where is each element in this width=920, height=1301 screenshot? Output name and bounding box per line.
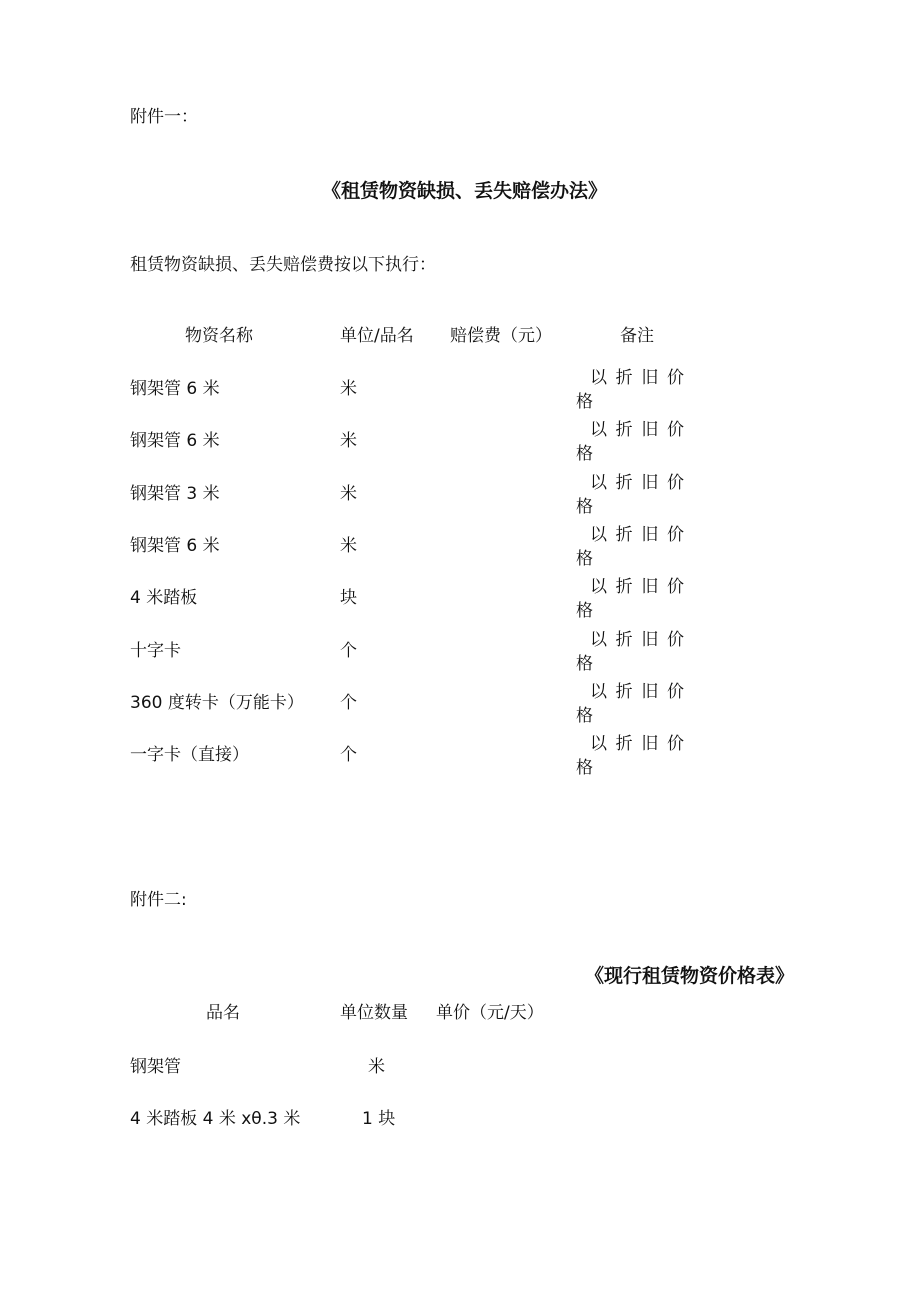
remark-char: 以 (590, 368, 607, 388)
table-row-remark (576, 575, 684, 623)
header2-unit: 单位数量 (340, 1003, 408, 1023)
remark-char: 格 (576, 601, 593, 622)
remark-char: 折 (615, 524, 633, 545)
attachment1-label: 附件一： (130, 107, 198, 127)
remark-char: 价 (666, 420, 684, 441)
remark-char: 折 (615, 681, 633, 702)
attachment2-label: 附件二: (130, 890, 187, 910)
table-row-name: 钢架管 3 米 (130, 483, 220, 504)
attachment1-title: 《租赁物资缺损、丢失赔偿办法》 (322, 180, 608, 202)
table-row-unit: 米 (340, 483, 357, 504)
remark-char: 折 (615, 629, 633, 650)
remark-char: 折 (615, 368, 633, 388)
remark-char: 旧 (641, 629, 659, 650)
remark-char: 旧 (641, 734, 659, 755)
remark-char: 折 (615, 420, 633, 441)
header2-price: 单价（元/天） (436, 1003, 544, 1023)
table-row-remark (576, 523, 684, 571)
table-row-unit: 个 (340, 745, 357, 766)
price-row-unit: 1 块 (362, 1109, 396, 1129)
remark-char: 价 (666, 472, 684, 493)
remark-char: 价 (666, 629, 684, 650)
table-row-unit: 米 (340, 379, 357, 399)
remark-char: 以 (590, 472, 607, 493)
price-row-name: 4 米踏板 4 米 xθ.3 米 (130, 1109, 301, 1129)
remark-char: 旧 (641, 368, 659, 388)
table-row-remark (576, 680, 684, 728)
remark-char: 格 (576, 496, 593, 517)
table-row-name: 360 度转卡（万能卡） (130, 692, 304, 713)
table-row-name: 4 米踏板 (130, 588, 198, 609)
remark-char: 旧 (641, 681, 659, 702)
remark-char: 折 (615, 577, 633, 598)
table-row-remark (576, 732, 684, 780)
remark-char: 格 (576, 653, 593, 674)
remark-char: 价 (666, 734, 684, 755)
table-row-name: 钢架管 6 米 (130, 431, 220, 452)
table-row-unit: 米 (340, 431, 357, 452)
remark-char: 折 (615, 734, 633, 755)
price-row-name: 钢架管 (130, 1057, 181, 1077)
table-row-unit: 个 (340, 640, 357, 661)
table-row-name: 钢架管 6 米 (130, 535, 220, 556)
remark-char: 以 (590, 681, 607, 702)
remark-char: 格 (576, 705, 593, 726)
remark-char: 格 (576, 444, 593, 465)
remark-char: 价 (666, 577, 684, 598)
table-row-remark (576, 418, 684, 466)
table-row-name: 十字卡 (130, 640, 181, 661)
remark-char: 以 (590, 629, 607, 650)
remark-char: 旧 (641, 420, 659, 441)
header-fee: 赔偿费（元） (450, 326, 552, 346)
remark-char: 旧 (641, 472, 659, 493)
header-name: 物资名称 (185, 326, 253, 346)
table-row-remark (576, 471, 684, 519)
attachment1-intro: 租赁物资缺损、丢失赔偿费按以下执行： (130, 255, 436, 275)
header-remark: 备注 (620, 326, 654, 346)
table-row-unit: 块 (340, 588, 357, 609)
remark-char: 格 (576, 548, 593, 569)
table-row-unit: 个 (340, 692, 357, 713)
table-row-remark (576, 628, 684, 676)
header-unit: 单位/品名 (340, 326, 414, 346)
remark-char: 价 (666, 681, 684, 702)
attachment2-title: 《现行租赁物资价格表》 (585, 965, 795, 987)
remark-char: 以 (590, 734, 607, 755)
remark-char: 旧 (641, 577, 659, 598)
remark-char: 价 (666, 368, 684, 388)
table-row-name: 一字卡（直接） (130, 745, 249, 766)
remark-char: 以 (590, 577, 607, 598)
remark-char: 以 (590, 524, 607, 545)
table-row-name: 钢架管 6 米 (130, 379, 220, 399)
table-row-unit: 米 (340, 535, 357, 556)
price-row-unit: 米 (368, 1057, 385, 1077)
remark-char: 折 (615, 472, 633, 493)
remark-char: 以 (590, 420, 607, 441)
remark-char: 旧 (641, 524, 659, 545)
table-row-remark (576, 366, 684, 414)
header2-name: 品名 (206, 1003, 240, 1023)
remark-char: 格 (576, 392, 593, 412)
remark-char: 格 (576, 758, 593, 779)
remark-char: 价 (666, 524, 684, 545)
